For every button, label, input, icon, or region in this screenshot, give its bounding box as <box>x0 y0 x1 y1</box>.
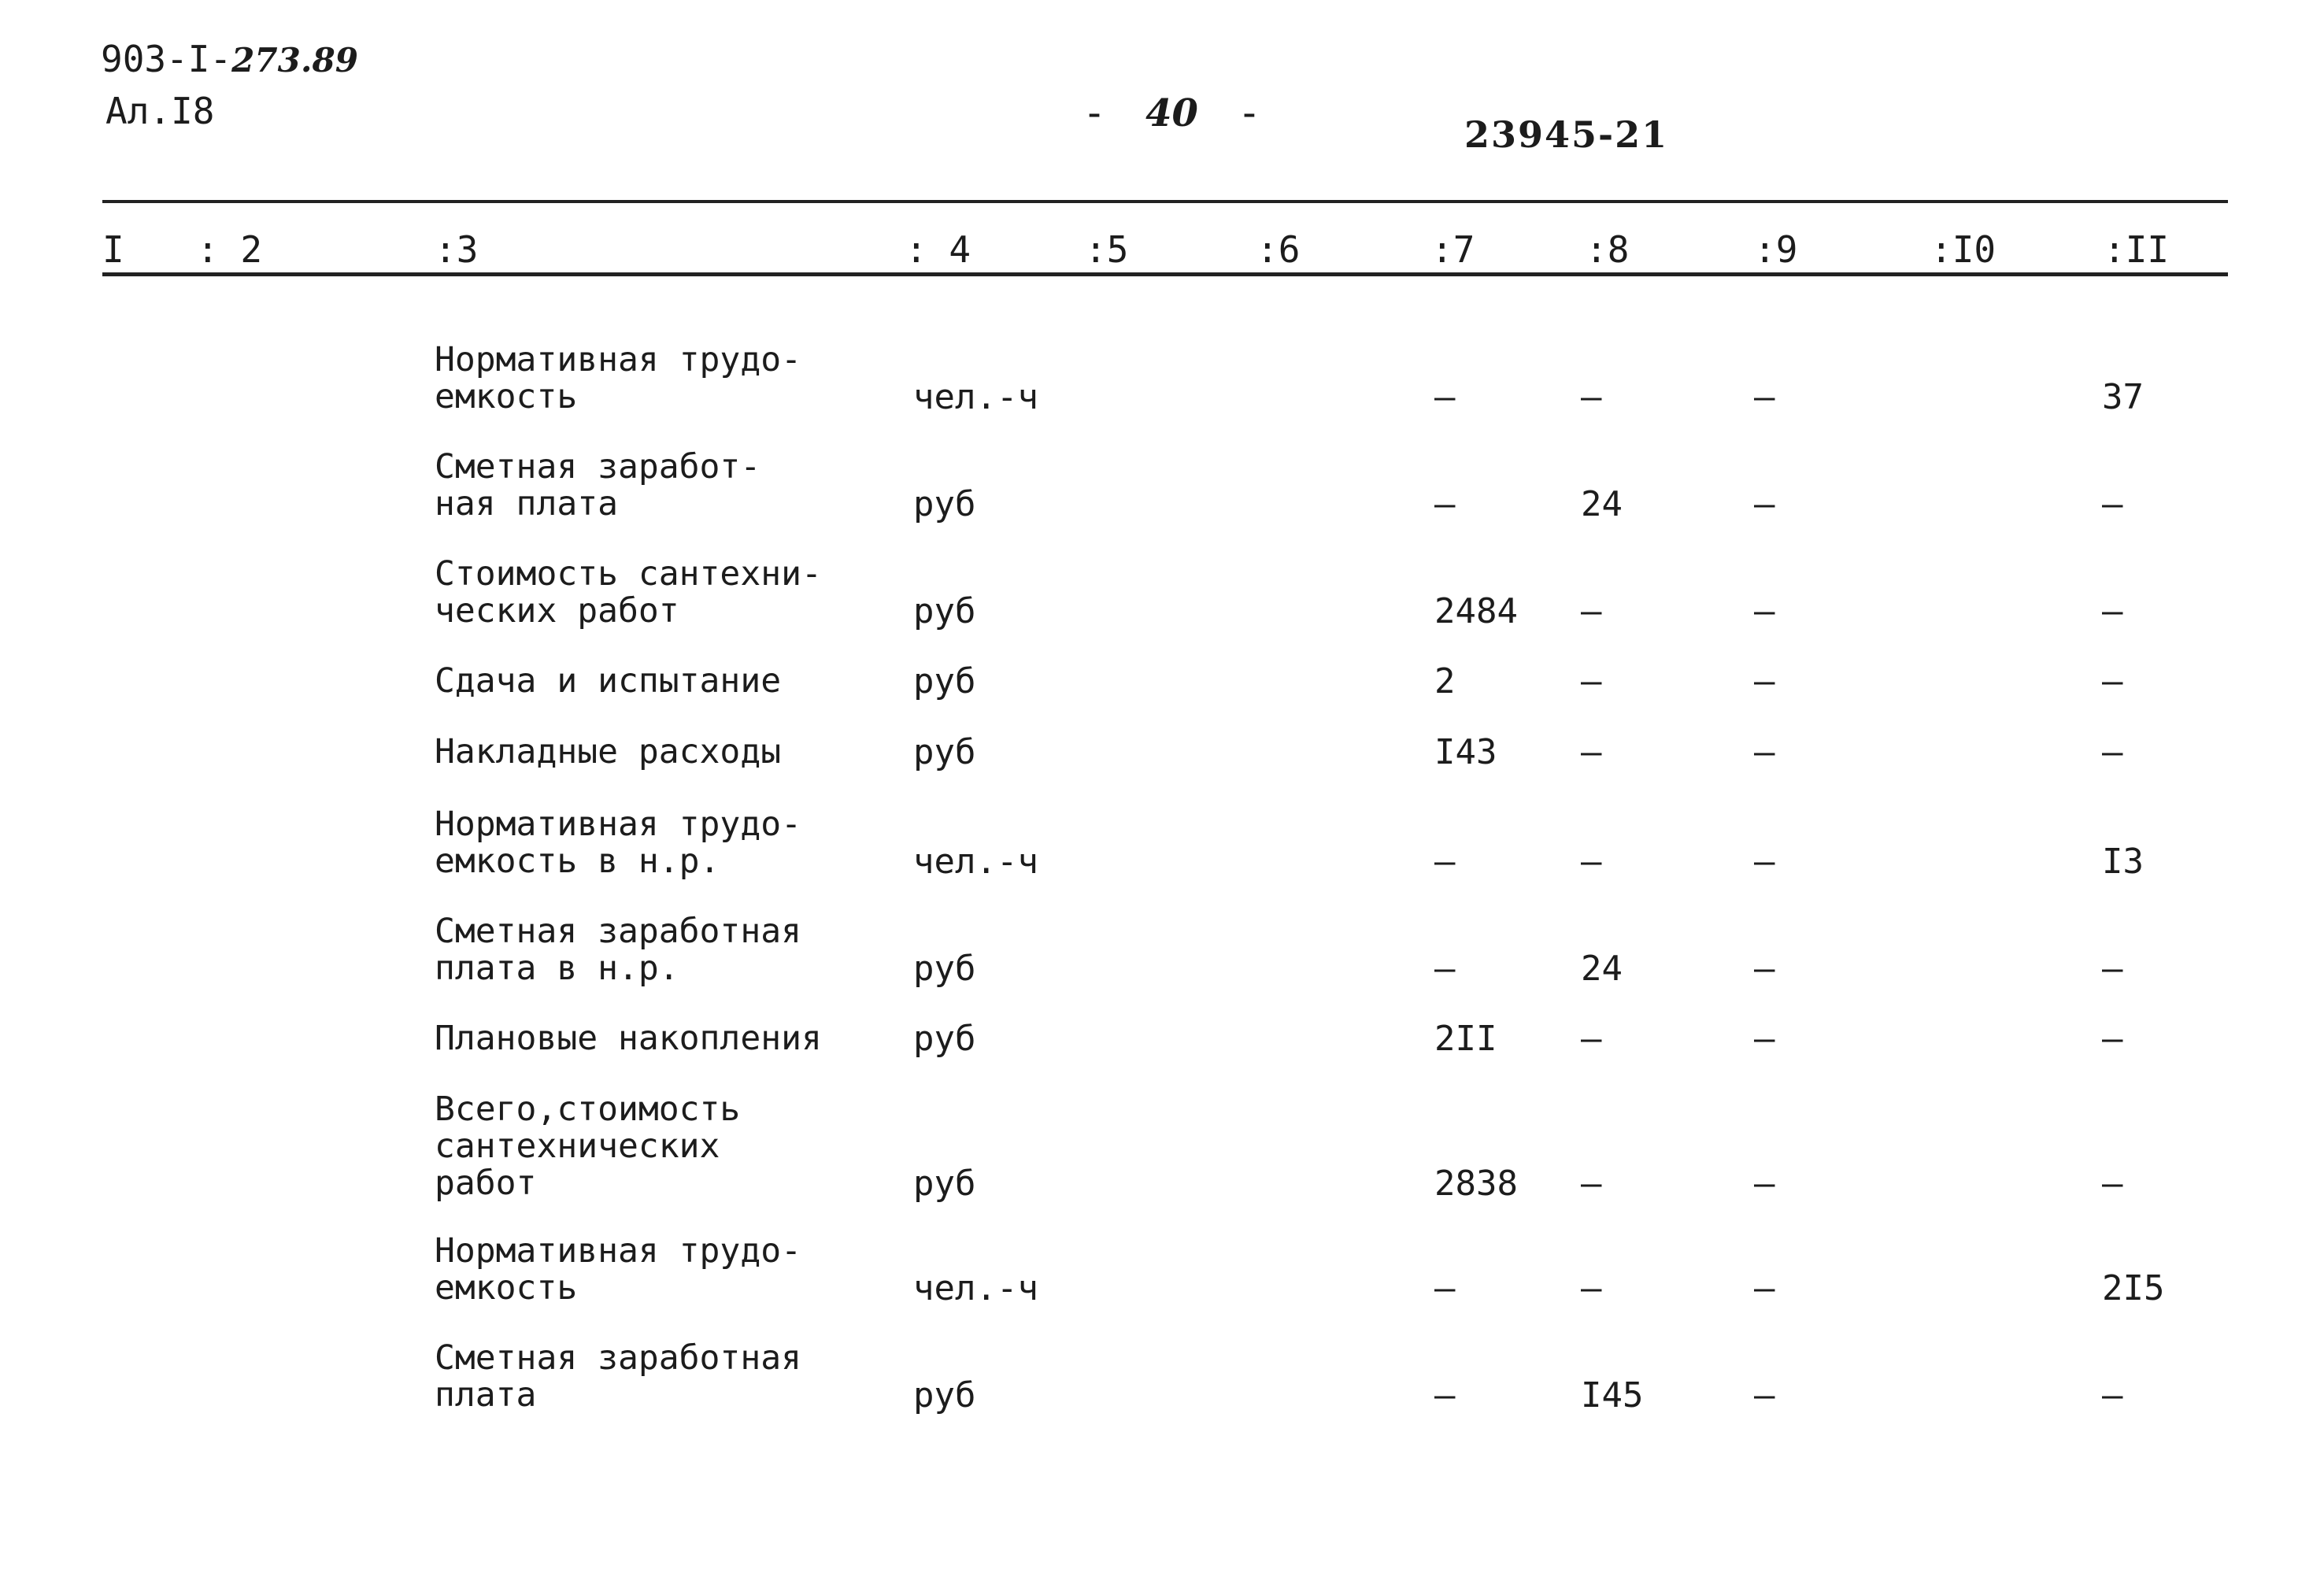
column-header: :3 <box>435 228 479 271</box>
row-unit: чел.-ч <box>913 1268 1038 1308</box>
cell-col8: 24 <box>1581 949 1623 989</box>
cell-col8: – <box>1581 1268 1602 1308</box>
cell-col11: 2I5 <box>2102 1268 2165 1308</box>
cell-col9: – <box>1754 949 1775 989</box>
row-unit: руб <box>913 949 976 989</box>
table-header-rule <box>102 272 2228 276</box>
row-unit: чел.-ч <box>913 842 1038 882</box>
column-header: :9 <box>1754 228 1798 271</box>
row-label: Сметная заработная плата <box>435 1338 801 1415</box>
page-number-handwritten: 40 <box>1145 91 1198 135</box>
cell-col9: – <box>1754 732 1775 772</box>
row-label: Всего,стоимость сантехнических работ <box>435 1090 741 1203</box>
cell-col11: 37 <box>2102 377 2144 417</box>
column-header: :8 <box>1586 228 1630 271</box>
cell-col8: 24 <box>1581 484 1623 524</box>
column-header: : 2 <box>197 228 263 271</box>
document-code-prefix: 903-I- <box>101 38 232 80</box>
cell-col11: – <box>2102 1375 2123 1415</box>
row-unit: руб <box>913 661 976 701</box>
cell-col7: – <box>1434 1268 1456 1308</box>
cell-col8: I45 <box>1581 1375 1644 1415</box>
cell-col9: – <box>1754 661 1775 701</box>
row-unit: руб <box>913 732 976 772</box>
page-dash-left: - <box>1082 90 1107 135</box>
cell-col7: – <box>1434 484 1456 524</box>
row-label: Нормативная трудо- емкость <box>435 340 801 416</box>
cell-col7: – <box>1434 1375 1456 1415</box>
row-label: Нормативная трудо- емкость в н.р. <box>435 805 801 881</box>
cell-col11: – <box>2102 484 2123 524</box>
cell-col9: – <box>1754 591 1775 631</box>
cell-col9: – <box>1754 1019 1775 1059</box>
page-dash-right: - <box>1237 90 1262 135</box>
page-number <box>1082 90 1262 135</box>
cell-col9: – <box>1754 842 1775 882</box>
column-header: :5 <box>1085 228 1129 271</box>
cell-col7: 2838 <box>1434 1164 1518 1204</box>
cell-col11: – <box>2102 591 2123 631</box>
cell-col9: – <box>1754 1268 1775 1308</box>
row-unit: руб <box>913 1164 976 1204</box>
row-label: Сдача и испытание <box>435 661 782 701</box>
row-unit: руб <box>913 484 976 524</box>
cell-col7: – <box>1434 377 1456 417</box>
row-label: Стоимость сантехни- ческих работ <box>435 554 822 631</box>
cell-col8: – <box>1581 842 1602 882</box>
row-label: Плановые накопления <box>435 1019 822 1058</box>
cell-col8: – <box>1581 377 1602 417</box>
table-top-rule <box>102 200 2228 203</box>
cell-col11: – <box>2102 949 2123 989</box>
cell-col9: – <box>1754 1375 1775 1415</box>
cell-col7: – <box>1434 842 1456 882</box>
cell-col8: – <box>1581 661 1602 701</box>
column-header: I <box>102 228 124 271</box>
column-header: :I0 <box>1930 228 1996 271</box>
cell-col8: – <box>1581 732 1602 772</box>
cell-col8: – <box>1581 591 1602 631</box>
cell-col11: I3 <box>2102 842 2144 882</box>
row-unit: руб <box>913 1019 976 1059</box>
cell-col11: – <box>2102 1019 2123 1059</box>
row-unit: чел.-ч <box>913 377 1038 417</box>
column-header: :II <box>2104 228 2170 271</box>
cell-col9: – <box>1754 377 1775 417</box>
document-code-handwritten: 273.89 <box>231 41 358 80</box>
cell-col7: – <box>1434 949 1456 989</box>
cell-col7: I43 <box>1434 732 1497 772</box>
column-header: : 4 <box>905 228 971 271</box>
row-unit: руб <box>913 591 976 631</box>
cell-col11: – <box>2102 732 2123 772</box>
sheet-label: Ал.I8 <box>105 90 215 132</box>
cell-col9: – <box>1754 484 1775 524</box>
row-label: Сметная заработ- ная плата <box>435 447 761 524</box>
column-header: :6 <box>1256 228 1301 271</box>
row-label: Нормативная трудо- емкость <box>435 1231 801 1308</box>
cell-col7: 2484 <box>1434 591 1518 631</box>
row-label: Накладные расходы <box>435 732 782 771</box>
reference-number: 23945-21 <box>1464 113 1669 156</box>
cell-col8: – <box>1581 1164 1602 1204</box>
cell-col8: – <box>1581 1019 1602 1059</box>
cell-col7: 2II <box>1434 1019 1497 1059</box>
cell-col11: – <box>2102 661 2123 701</box>
row-unit: руб <box>913 1375 976 1415</box>
document-code <box>101 38 358 80</box>
cell-col7: 2 <box>1434 661 1456 701</box>
column-header: :7 <box>1431 228 1475 271</box>
row-label: Сметная заработная плата в н.р. <box>435 912 801 988</box>
cell-col9: – <box>1754 1164 1775 1204</box>
cell-col11: – <box>2102 1164 2123 1204</box>
